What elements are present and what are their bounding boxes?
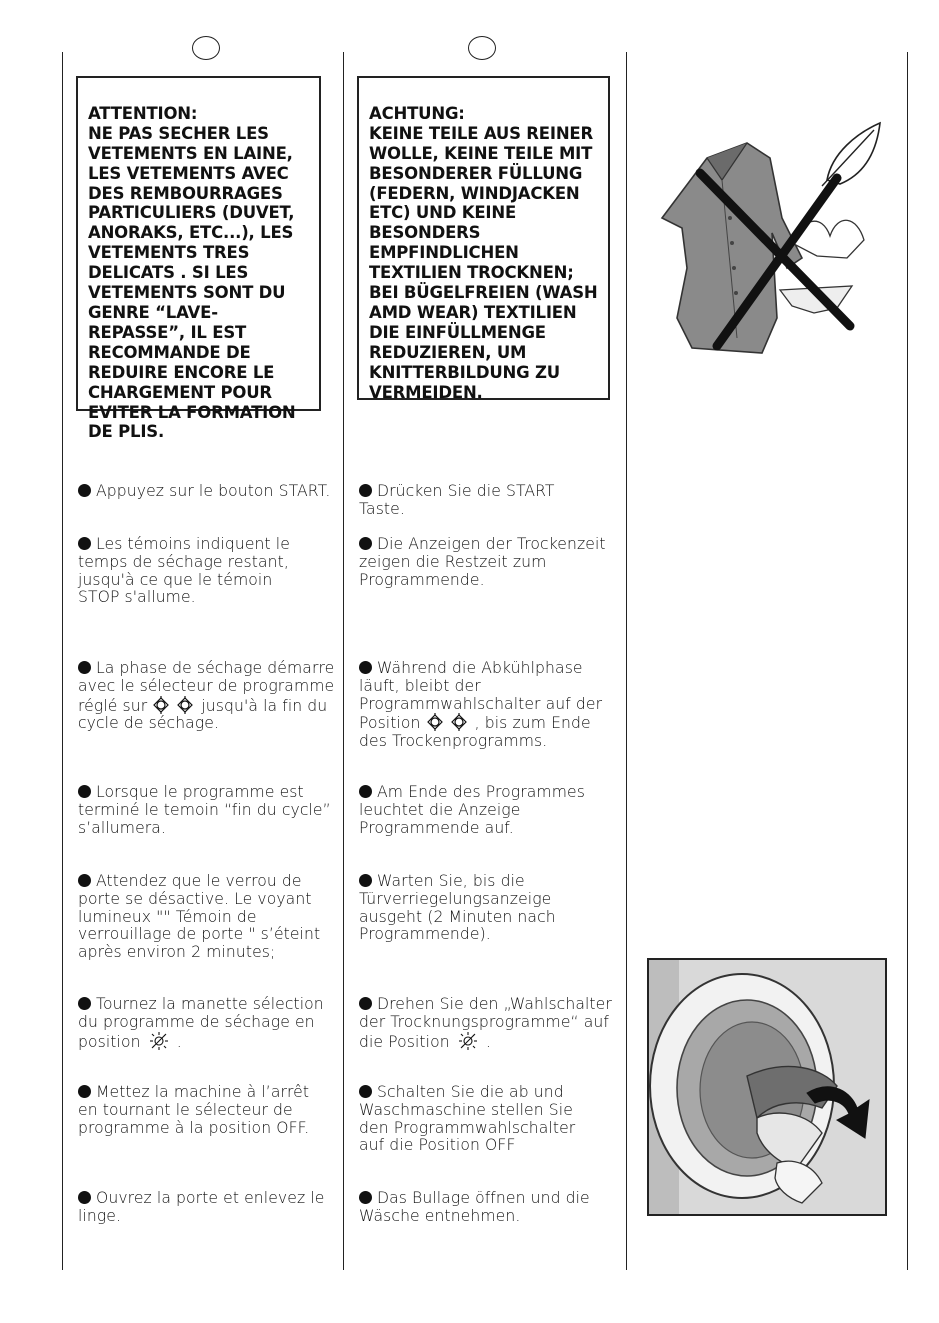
bullet-icon — [78, 1085, 91, 1098]
column-divider-right — [626, 52, 627, 1270]
bullet-icon — [359, 537, 372, 550]
column-divider-left — [62, 52, 63, 1270]
cool-dry-symbol-icon — [426, 713, 470, 731]
warning-text-de: ACHTUNG: KEINE TEILE AUS REINER WOLLE, KEINE TEILE MIT BESONDERER FÜLLUNG (FEDERN, WINDJACKEN ETC) UND KEINE BESONDERS EMPFINDLICHEN TEXTILIEN TROCKNEN; BEI BÜGELFREIEN (WASH AMD WEAR) TEXTILIEN DIE EINFÜLLMENGE REDUZIEREN, UM KNITTERBILDUNG ZU VERMEIDEN. — [369, 103, 598, 402]
instruction-fr-6: Tournez la manette sélection du programme de séchage en position . — [78, 995, 324, 1051]
warning-box-de — [357, 76, 610, 400]
instruction-fr-8: Ouvrez la porte et enlevez le linge. — [78, 1189, 325, 1225]
bullet-icon — [359, 1085, 372, 1098]
bullet-icon — [78, 997, 91, 1010]
instruction-de-3: Während die Abkühlphase läuft, bleibt der Programmwahlschalter auf der Position , bis zum Ende des Trockenprogramms. — [359, 659, 603, 751]
column-divider-edge — [907, 52, 908, 1270]
bullet-icon — [359, 1191, 372, 1204]
bullet-icon — [78, 785, 91, 798]
bullet-icon — [359, 874, 372, 887]
instruction-de-2: Die Anzeigen der Trockenzeit zeigen die Restzeit zum Programmende. — [359, 535, 606, 589]
unload-laundry-illustration — [647, 958, 887, 1216]
warning-text-fr: ATTENTION: NE PAS SECHER LES VETEMENTS EN LAINE, LES VETEMENTS AVEC DES REMBOURRAGES PARTICULIERS (DUVET, ANORAKS, ETC...), LES VETEMENTS TRES DELICATS . SI LES VETEMENTS SONT DU GENRE “LAVE-REPASSE”, IL EST RECOMMANDE DE REDUIRE ENCORE LE CHARGEMENT POUR EVITER LA FORMATION DE PLIS. — [88, 103, 296, 442]
column-divider-mid — [343, 52, 344, 1270]
instruction-fr-1: Appuyez sur le bouton START. — [78, 483, 333, 501]
instruction-fr-3: La phase de séchage démarre avec le sélecteur de programme réglé sur jusqu'à la fin du cycle de séchage. — [78, 659, 335, 733]
instruction-fr-4: Lorsque le programme est terminé le temoin “fin du cycle” s’allumera. — [78, 783, 331, 837]
bullet-icon — [78, 484, 91, 497]
instruction-fr-2: Les témoins indiquent le temps de séchage restant, jusqu'à ce que le témoin STOP s'allume. — [78, 535, 290, 607]
instruction-de-6: Drehen Sie den „Wahlschalter der Trocknungsprogramme“ auf die Position . — [359, 995, 612, 1051]
bullet-icon — [359, 997, 372, 1010]
bullet-icon — [359, 484, 372, 497]
bullet-icon — [78, 537, 91, 550]
instruction-fr-5: Attendez que le verrou de porte se désactive. Le voyant lumineux "" Témoin de verrouillage de porte " s’éteint après environ 2 minutes; — [78, 872, 321, 962]
language-mark-de — [468, 36, 496, 60]
dry-symbol-icon — [146, 1032, 172, 1050]
instruction-de-4: Am Ende des Programmes leuchtet die Anzeige Programmende auf. — [359, 783, 585, 837]
bullet-icon — [359, 661, 372, 674]
bullet-icon — [78, 1191, 91, 1204]
warning-box-fr — [76, 76, 321, 442]
no-delicates-illustration — [652, 118, 887, 363]
cool-dry-symbol-icon — [152, 696, 196, 714]
bullet-icon — [78, 661, 91, 674]
language-mark-fr — [192, 36, 220, 60]
bullet-icon — [78, 874, 91, 887]
instruction-de-1: Drücken Sie die START Taste. — [359, 482, 555, 518]
instruction-fr-7: Mettez la machine à l’arrêt en tournant le sélecteur de programme à la position OFF. — [78, 1083, 310, 1137]
bullet-icon — [359, 785, 372, 798]
instruction-de-8: Das Bullage öffnen und die Wäsche entnehmen. — [359, 1189, 590, 1225]
instruction-de-7: Schalten Sie die ab und Waschmaschine stellen Sie den Programmwahlschalter auf die Position OFF — [359, 1083, 576, 1155]
instruction-de-5: Warten Sie, bis die Türverriegelungsanzeige ausgeht (2 Minuten nach Programmende). — [359, 872, 556, 944]
dry-symbol-icon — [455, 1032, 481, 1050]
